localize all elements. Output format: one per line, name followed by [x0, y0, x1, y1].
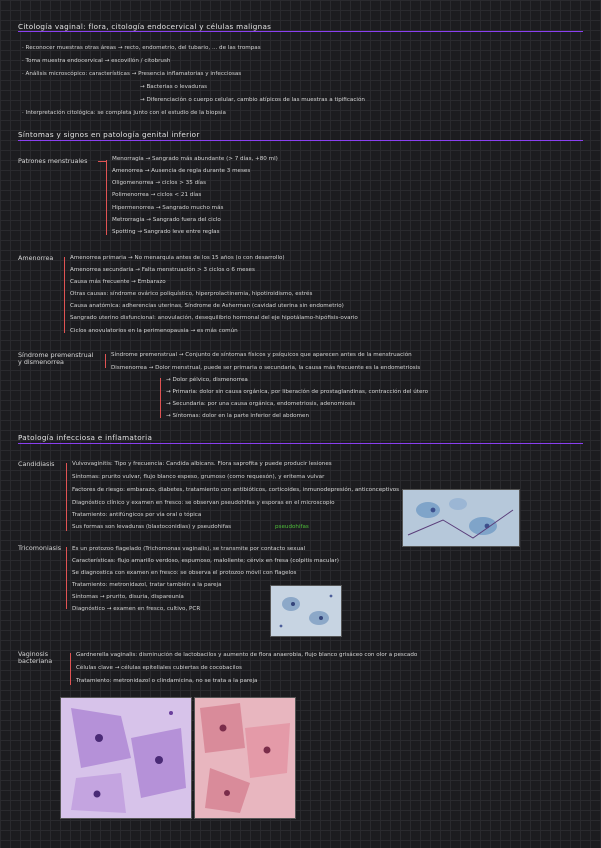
- list-item: Amenorrea secundaria → Falta menstruación > 3 ciclos o 6 meses: [70, 267, 255, 273]
- list-item: Síndrome premenstrual → Conjunto de síntomas físicos y psíquicos que aparecen antes de la menstruación: [111, 352, 412, 358]
- list-item: Tratamiento: metronidazol o clindamicina, no se trata a la pareja: [76, 678, 258, 684]
- section-divider: [18, 31, 583, 32]
- list-item: Síntomas → prurito, disuria, dispareunia: [72, 594, 184, 600]
- list-item: Otras causas: síndrome ovárico poliquístico, hiperprolactinemia, hipotiroidismo, estrés: [70, 291, 313, 297]
- list-item: Diagnóstico clínico y examen en fresco: se observan pseudohifas y esporas en el microscopio: [72, 500, 335, 506]
- list-item: Polimenorrea → ciclos < 21 días: [112, 192, 202, 198]
- candida-micrograph: [402, 489, 520, 547]
- list-item: Gardnerella vaginalis: disminución de lactobacilos y aumento de flora anaerobia, flujo blanco grisáceo con olor a pescado: [76, 652, 418, 658]
- note-line: · Interpretación citológica: se completa junto con el estudio de la biopsia: [22, 110, 226, 116]
- bracket: [70, 653, 71, 685]
- list-item: Causa más frecuente → Embarazo: [70, 279, 166, 285]
- section-divider: [18, 443, 583, 444]
- list-item: Spotting → Sangrado leve entre reglas: [112, 229, 220, 235]
- list-item: Factores de riesgo: embarazo, diabetes, tratamiento con antibióticos, corticoides, inmunodepresión, anticonceptivos: [72, 487, 400, 493]
- bracket: [105, 354, 106, 368]
- list-item: Es un protozoo flagelado (Trichomonas vaginalis), se transmite por contacto sexual: [72, 546, 306, 552]
- group-label: Síndrome premenstrual y dismenorrea: [18, 351, 94, 366]
- list-item: Tratamiento: antifúngicos por vía oral o tópica: [72, 512, 202, 518]
- list-item: Sangrado uterino disfuncional: anovulación, desequilibrio hormonal del eje hipotálamo-hipófisis-ovario: [70, 315, 358, 321]
- cytology-smear-micrograph: [194, 697, 296, 819]
- group-label: Amenorrea: [18, 254, 54, 262]
- group-label: Candidiasis: [18, 460, 55, 468]
- list-item: Tratamiento: metronidazol, tratar también a la pareja: [72, 582, 222, 588]
- list-item: → Secundaria: por una causa orgánica, endometriosis, adenomiosis: [166, 401, 356, 407]
- bracket: [66, 463, 67, 531]
- bracket: [106, 160, 107, 235]
- note-line: → Bacterias o levaduras: [140, 84, 208, 90]
- list-item: Dismenorrea → Dolor menstrual, puede ser primaria o secundaria, la causa más frecuente es la endometriosis: [111, 365, 421, 371]
- section-title: Citología vaginal: flora, citología endocervical y células malignas: [18, 22, 272, 31]
- section-title: Patología infecciosa e inflamatoria: [18, 433, 153, 442]
- bracket: [64, 257, 65, 333]
- list-item: Síntomas: prurito vulvar, flujo blanco espeso, grumoso (como requesón), y eritema vulvar: [72, 474, 325, 480]
- list-item: Menorragia → Sangrado más abundante (> 7 días, +80 ml): [112, 156, 278, 162]
- annotation: pseudohifas: [275, 524, 309, 530]
- list-item: Ciclos anovulatorios en la perimenopausia → es más común: [70, 328, 238, 334]
- list-item: Vulvovaginitis: Tipo y frecuencia: Candida albicans. Flora saprofita y puede producir lesiones: [72, 461, 332, 467]
- list-item: Oligomenorrea → ciclos > 35 días: [112, 180, 207, 186]
- list-item: Características: flujo amarillo verdoso, espumoso, maloliente; cérvix en fresa (colpitis macular): [72, 558, 339, 564]
- list-item: Hipermenorrea → Sangrado mucho más: [112, 205, 224, 211]
- note-line: → Diferenciación o cuerpo celular, cambio atípicos de las muestras a tipificación: [140, 97, 365, 103]
- list-item: → Síntomas: dolor en la parte inferior del abdomen: [166, 413, 310, 419]
- bracket-stem: [98, 161, 106, 162]
- section-title: Síntomas y signos en patología genital inferior: [18, 130, 200, 139]
- bracket: [66, 547, 67, 609]
- note-line: · Reconocer muestras otras áreas → recto, endometrio, del tubario, ... de las trompas: [22, 45, 261, 51]
- section-divider: [18, 140, 583, 141]
- note-line: · Toma muestra endocervical → escovillón / citobrush: [22, 58, 171, 64]
- group-label: Tricomoniasis: [18, 544, 62, 552]
- list-item: → Dolor pélvico, dismenorrea: [166, 377, 248, 383]
- clue-cells-micrograph: [60, 697, 192, 819]
- list-item: Diagnóstico → examen en fresco, cultivo, PCR: [72, 606, 201, 612]
- trichomonas-micrograph: [270, 585, 342, 637]
- list-item: Causa anatómica: adherencias uterinas, Síndrome de Asherman (cavidad uterina sin endometrio): [70, 303, 344, 309]
- bracket: [160, 378, 161, 418]
- list-item: Amenorrea → Ausencia de regla durante 3 meses: [112, 168, 251, 174]
- note-line: · Análisis microscópico: características → Presencia inflamatorias y infecciosas: [22, 71, 242, 77]
- group-label: Patrones menstruales: [18, 157, 88, 165]
- list-item: Células clave → células epiteliales cubiertas de cocobacilos: [76, 665, 242, 671]
- list-item: → Primaria: dolor sin causa orgánica, por liberación de prostaglandinas, contracción del útero: [166, 389, 429, 395]
- list-item: Metrorragia → Sangrado fuera del ciclo: [112, 217, 221, 223]
- list-item: Amenorrea primaria → No menarquia antes de los 15 años (o con desarrollo): [70, 255, 285, 261]
- group-label: Vaginosis bacteriana: [18, 650, 53, 665]
- list-item: Sus formas son levaduras (blastoconidias) y pseudohifas: [72, 524, 232, 530]
- list-item: Se diagnostica con examen en fresco: se observa el protozoo móvil con flagelos: [72, 570, 297, 576]
